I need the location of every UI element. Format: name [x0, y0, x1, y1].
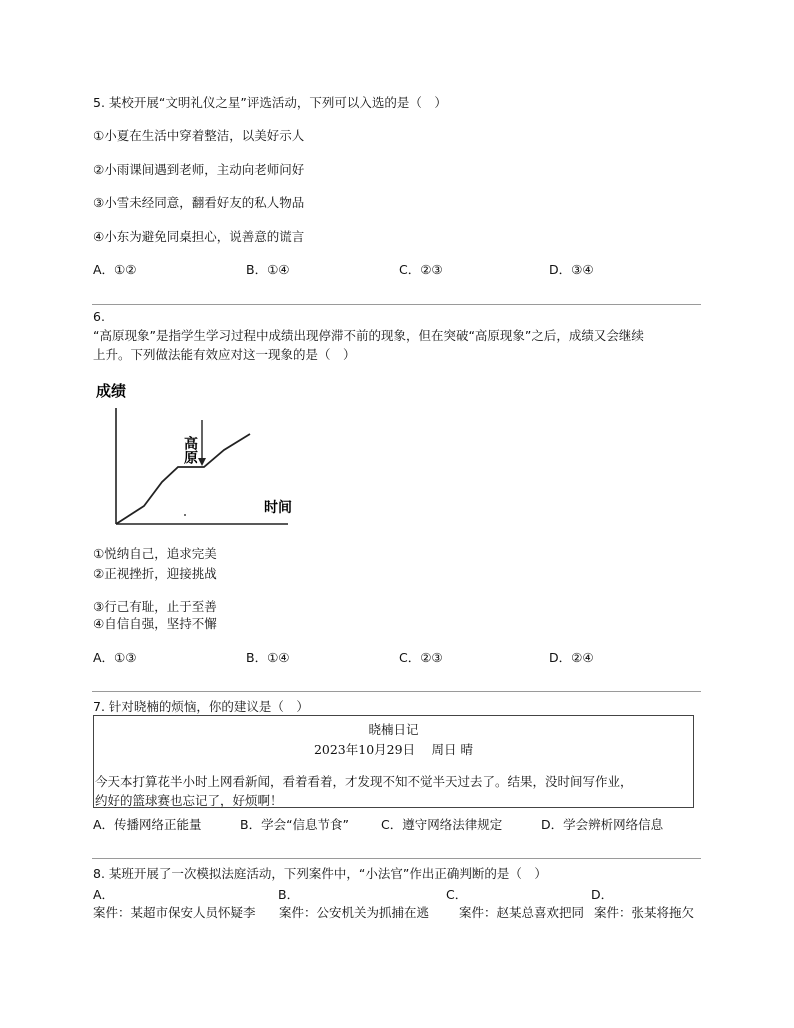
q6-item-4: ④自信自强，坚持不懈	[93, 616, 217, 631]
q8-stem: 8. 某班开展了一次模拟法庭活动，下列案件中，“小法官”作出正确判断的是（ ）	[93, 866, 547, 881]
q5-option-c[interactable]: C．②③	[399, 262, 443, 277]
plateau-label: 高原	[182, 436, 198, 464]
q5-item-4: ④小东为避免同桌担心，说善意的谎言	[93, 229, 305, 244]
q5-option-a[interactable]: A．①②	[93, 262, 137, 277]
q7-option-b[interactable]: B．学会“信息节食”	[240, 817, 350, 832]
q7-stem: 7. 针对晓楠的烦恼，你的建议是（ ）	[93, 699, 309, 714]
q6-number: 6.	[93, 309, 105, 324]
q8-case-c: 案件：赵某总喜欢把同	[459, 905, 585, 920]
plateau-figure	[96, 382, 296, 532]
q6-item-3: ③行己有耻，止于至善	[93, 599, 217, 614]
q5-option-d[interactable]: D．③④	[549, 262, 594, 277]
q7-option-c[interactable]: C．遵守网络法律规定	[381, 817, 503, 832]
q5-item-1: ①小夏在生活中穿着整洁，以美好示人	[93, 128, 305, 143]
q5-stem: 5. 某校开展“文明礼仪之星”评选活动，下列可以入选的是（ ）	[93, 95, 447, 110]
q7-option-d[interactable]: D．学会辨析网络信息	[541, 817, 664, 832]
q8-case-a: 案件：某超市保安人员怀疑李	[93, 905, 256, 920]
q8-option-b[interactable]: B．	[278, 887, 300, 902]
q8-option-a[interactable]: A．	[93, 887, 115, 902]
q6-item-1: ①悦纳自己，追求完美	[93, 546, 217, 561]
q6-option-d[interactable]: D．②④	[549, 650, 594, 665]
diary-box	[93, 715, 694, 808]
q5-item-2: ②小雨课间遇到老师，主动向老师问好	[93, 162, 305, 177]
q8-option-d[interactable]: D．	[591, 887, 614, 902]
divider	[92, 691, 701, 692]
q8-option-c[interactable]: C．	[446, 887, 468, 902]
y-axis-label: 成绩	[96, 382, 127, 400]
q8-case-d: 案件：张某将拖欠	[594, 905, 695, 920]
q6-item-2: ②正视挫折，迎接挑战	[93, 566, 217, 581]
diary-title: 晓楠日记	[368, 722, 419, 737]
diary-line-1: 今天本打算花半小时上网看新闻，看着看着，才发现不知不觉半天过去了。结果，没时间写作业，	[95, 774, 633, 789]
q7-option-a[interactable]: A．传播网络正能量	[93, 817, 202, 832]
q5-option-b[interactable]: B．①④	[246, 262, 290, 277]
q6-option-c[interactable]: C．②③	[399, 650, 443, 665]
q6-stem-line1: “高原现象”是指学生学习过程中成绩出现停滞不前的现象，但在突破“高原现象”之后，成绩又会继续	[93, 328, 644, 343]
q6-stem-line2: 上升。下列做法能有效应对这一现象的是（ ）	[93, 347, 356, 362]
divider	[92, 304, 701, 305]
q6-option-a[interactable]: A．①③	[93, 650, 137, 665]
diary-date: 2023年10月29日 周日 晴	[313, 742, 474, 757]
divider	[92, 858, 701, 859]
q6-option-b[interactable]: B．①④	[246, 650, 290, 665]
diary-line-2: 约好的篮球赛也忘记了，好烦啊！	[95, 793, 283, 808]
x-axis-label: 时间	[264, 500, 292, 516]
q8-case-b: 案件：公安机关为抓捕在逃	[279, 905, 430, 920]
q5-item-3: ③小雪未经同意，翻看好友的私人物品	[93, 195, 305, 210]
